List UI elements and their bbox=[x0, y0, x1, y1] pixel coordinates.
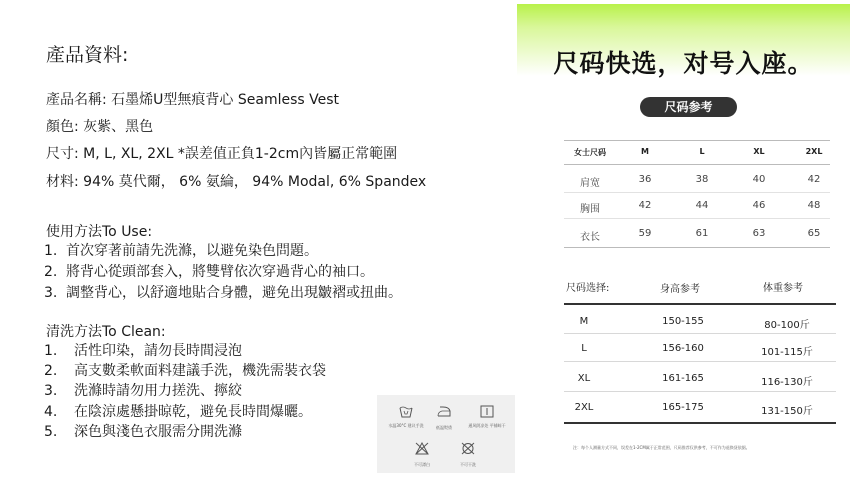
divider bbox=[564, 140, 830, 141]
divider bbox=[564, 333, 836, 334]
clean-item: 3. 洗滌時請勿用力搓洗、擰絞 bbox=[44, 383, 242, 399]
table2-weight: 101-115斤 bbox=[761, 347, 813, 358]
table1-cell: 44 bbox=[695, 200, 709, 211]
table1-cell: 42 bbox=[638, 200, 652, 211]
product-info-title: 產品資料: bbox=[46, 44, 129, 66]
table2-height: 165-175 bbox=[662, 402, 704, 413]
table2-weight: 131-150斤 bbox=[761, 406, 813, 417]
table1-header: XL bbox=[753, 147, 765, 156]
table2-header: 体重参考 bbox=[763, 283, 803, 294]
clean-item: 2. 高支數柔軟面料建議手洗，機洗需裝衣袋 bbox=[44, 363, 326, 379]
use-item: 2. 將背心從頭部套入，將雙臂依次穿過背心的袖口。 bbox=[44, 264, 374, 280]
care-no-dryclean-caption: 不可干洗 bbox=[460, 462, 476, 467]
table2-height: 156-160 bbox=[662, 343, 704, 354]
table2-size: 2XL bbox=[574, 402, 594, 413]
care-dry-caption: 通风阴凉处 平铺晾干 bbox=[468, 423, 506, 428]
table2-weight: 116-130斤 bbox=[761, 377, 813, 388]
table1-row-label: 胸围 bbox=[580, 204, 600, 215]
table1-cell: 36 bbox=[638, 174, 652, 185]
divider bbox=[564, 247, 830, 248]
table1-cell: 65 bbox=[807, 228, 821, 239]
table2-weight: 80-100斤 bbox=[764, 320, 810, 331]
spec-color: 顏色: 灰紫、黑色 bbox=[46, 119, 154, 135]
table1-row-label: 肩宽 bbox=[580, 178, 600, 189]
spec-name: 產品名稱: 石墨烯U型無痕背心 Seamless Vest bbox=[46, 92, 340, 108]
use-item: 3. 調整背心，以舒適地貼合身體，避免出現皺褶或扭曲。 bbox=[44, 285, 402, 301]
hand-wash-icon bbox=[399, 405, 413, 418]
table2-size: XL bbox=[577, 373, 591, 384]
divider bbox=[564, 422, 836, 424]
use-item: 1. 首次穿著前請先洗滌，以避免染色問題。 bbox=[44, 243, 318, 259]
table2-header: 尺码选择: bbox=[566, 283, 610, 294]
iron-low-icon bbox=[437, 405, 451, 418]
divider bbox=[564, 303, 836, 305]
table2-size: L bbox=[581, 343, 587, 354]
table1-cell: 59 bbox=[638, 228, 652, 239]
clean-item: 4. 在陰涼處懸掛晾乾，避免長時間爆曬。 bbox=[44, 404, 312, 420]
spec-size: 尺寸: M, L, XL, 2XL *誤差值正負1-2cm內皆屬正常範圍 bbox=[46, 146, 398, 162]
use-title: 使用方法To Use: bbox=[46, 224, 153, 240]
table1-cell: 63 bbox=[752, 228, 766, 239]
care-symbols-panel bbox=[377, 395, 515, 473]
divider bbox=[564, 192, 830, 193]
table1-row-label: 衣长 bbox=[580, 232, 600, 243]
table1-cell: 48 bbox=[807, 200, 821, 211]
no-bleach-icon bbox=[415, 442, 429, 455]
care-wash-caption: 水温30°C 建议手洗 bbox=[388, 423, 424, 428]
divider bbox=[564, 391, 836, 392]
size-note: 注：每个人测量方式不同，误差在1-2CM属于正常范围，尺码推荐仅供参考，不可作为退换货依据。 bbox=[573, 445, 750, 450]
divider bbox=[564, 361, 836, 362]
table1-header: L bbox=[699, 147, 705, 156]
table1-header: M bbox=[641, 147, 649, 156]
care-no-bleach-caption: 不可漂白 bbox=[414, 462, 430, 467]
care-iron-caption: 低温熨烫 bbox=[436, 425, 452, 430]
divider bbox=[564, 218, 830, 219]
table2-height: 150-155 bbox=[662, 316, 704, 327]
size-guide-headline: 尺码快选，对号入座。 bbox=[553, 49, 814, 78]
table1-header: 女士尺码 bbox=[574, 148, 606, 157]
table2-size: M bbox=[579, 316, 589, 327]
table2-header: 身高参考 bbox=[660, 284, 700, 295]
size-guide-panel bbox=[517, 0, 850, 491]
divider bbox=[564, 164, 830, 165]
table1-header: 2XL bbox=[805, 147, 823, 156]
clean-item: 1. 活性印染，請勿長時間浸泡 bbox=[44, 343, 242, 359]
table1-cell: 42 bbox=[807, 174, 821, 185]
size-reference-badge: 尺码参考 bbox=[640, 97, 737, 117]
table1-cell: 40 bbox=[752, 174, 766, 185]
clean-item: 5. 深色與淺色衣服需分開洗滌 bbox=[44, 424, 242, 440]
table2-height: 161-165 bbox=[662, 373, 704, 384]
table1-cell: 46 bbox=[752, 200, 766, 211]
dry-flat-icon bbox=[480, 405, 494, 418]
clean-title: 清洗方法To Clean: bbox=[46, 324, 166, 340]
spec-material: 材料: 94% 莫代爾， 6% 氨綸， 94% Modal, 6% Spandex bbox=[46, 174, 427, 190]
no-dry-clean-icon bbox=[461, 442, 475, 455]
table1-cell: 61 bbox=[695, 228, 709, 239]
table1-cell: 38 bbox=[695, 174, 709, 185]
